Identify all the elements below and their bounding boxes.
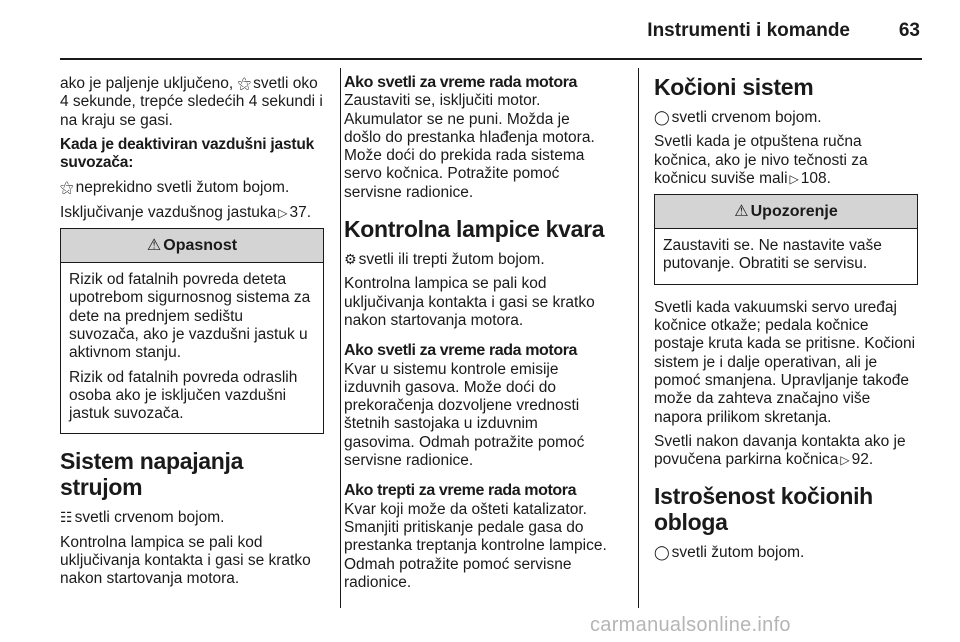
paragraph: Svetli kada vakuumski servo uređaj kočnice otkaže; pedala kočnice postaje kruta kada se pritisne. Kočioni sistem je i dalje operativan, ali je pomoć smanjena. Upravljanje takođe može da zahteva značajno više napora prilikom skretanja. — [654, 298, 916, 426]
paragraph: Zaustaviti se, isključiti motor. Akumulator se ne puni. Možda je došlo do prestanka hlađenja motora. Može doći do prekida rada sistema servo kočnica. Potražite pomoć servisne radionice. — [344, 92, 595, 201]
warning-box-header: ⚠ Upozorenje — [655, 195, 917, 229]
paragraph: ◯ svetli crvenom bojom. — [654, 109, 822, 126]
page-header-title: Instrumenti i komande — [647, 20, 850, 41]
paragraph: ◯ svetli žutom bojom. — [654, 544, 805, 562]
battery-icon: ☷ — [60, 509, 73, 526]
paragraph: Kvar u sistemu kontrole emisije izduvnih gasova. Može doći do prekoračenja dozvoljene vrednosti štetnih sastojaka u izduvnim gasovima. Odmah potražite pomoć servisne radionice. — [344, 360, 585, 470]
paragraph: ☷ svetli crvenom bojom. — [60, 509, 225, 527]
paragraph: Kvar koji može da ošteti katalizator. Smanjiti pritiskanje pedale gasa do prestanka treptanja kontrolne lampice. Odmah potražite pomoć servisne radionice. — [344, 500, 607, 591]
subheading: Ako svetli za vreme rada motora — [344, 342, 578, 360]
danger-box-header: ⚠ Opasnost — [61, 229, 323, 263]
column-divider — [340, 68, 341, 608]
section-title: Kontrolna lampice kvara — [344, 216, 605, 243]
warning-box — [654, 194, 918, 285]
warning-triangle-icon: ⚠ — [146, 237, 162, 255]
brake-warning-icon: ◯ — [654, 109, 670, 125]
section-title: Sistem napajanja strujom — [60, 448, 244, 501]
paragraph: ⚝ neprekidno svetli žutom bojom. — [60, 179, 290, 197]
warning-triangle-icon: ⚠ — [734, 203, 749, 221]
paragraph: Kontrolna lampica se pali kod uključivanja kontakta i gasi se kratko nakon startovanja motora. — [60, 533, 311, 588]
paragraph: ⚙ svetli ili trepti žutom bojom. — [344, 251, 545, 269]
section-title: Kočioni sistem — [654, 74, 814, 100]
section-title: Istrošenost kočionih obloga — [654, 483, 873, 536]
paragraph: Svetli kada je otpuštena ručna kočnica, ako je nivo tečnosti za kočnicu suviše mali ▷ 108. — [654, 133, 868, 187]
bold-heading: Kada je deaktiviran vazdušni jastuk suvozača: — [60, 135, 315, 172]
danger-text: Rizik od fatalnih povreda deteta upotrebom sigurnosnog sistema za dete na prednjem sedištu suvozača, ako je vazdušni jastuk u aktivnom stanju. — [69, 271, 311, 362]
paragraph: Svetli nakon davanja kontakta ako je povučena parkirna kočnica ▷ 92. — [654, 432, 906, 469]
danger-text: Rizik od fatalnih povreda odraslih osoba ako je isključen vazdušni jastuk suvozača. — [69, 368, 298, 423]
column-2 — [344, 74, 608, 598]
header-divider — [60, 58, 922, 60]
airbag-off-icon: ⚝ — [60, 179, 74, 196]
airbag-off-icon: ⚝ — [237, 75, 252, 91]
paragraph: Kontrolna lampica se pali kod uključivanja kontakta i gasi se kratko nakon startovanja motora. — [344, 275, 595, 329]
warning-text: Zaustaviti se. Ne nastavite vaše putovanje. Obratiti se servisu. — [663, 237, 882, 273]
column-divider — [638, 68, 639, 608]
danger-box — [60, 228, 324, 434]
brake-pad-icon: ◯ — [654, 544, 670, 561]
column-3 — [654, 74, 918, 569]
subheading: Ako trepti za vreme rada motora — [344, 482, 577, 500]
paragraph: Isključivanje vazdušnog jastuka ▷ 37. — [60, 203, 312, 221]
watermark-footer: carmanualsonline.info — [590, 614, 791, 636]
engine-check-icon: ⚙ — [344, 251, 357, 268]
page-ref-arrow-icon: ▷ — [840, 453, 850, 468]
subheading: Ako svetli za vreme rada motora — [344, 74, 578, 91]
page-ref-arrow-icon: ▷ — [278, 205, 288, 220]
paragraph: ako je paljenje uključeno, ⚝ svetli oko 4 sekunde, trepće sledećih 4 sekundi i na kraju se gasi. — [60, 75, 323, 129]
page-ref-arrow-icon: ▷ — [789, 171, 799, 186]
page-number: 63 — [898, 20, 920, 41]
column-1 — [60, 74, 324, 595]
